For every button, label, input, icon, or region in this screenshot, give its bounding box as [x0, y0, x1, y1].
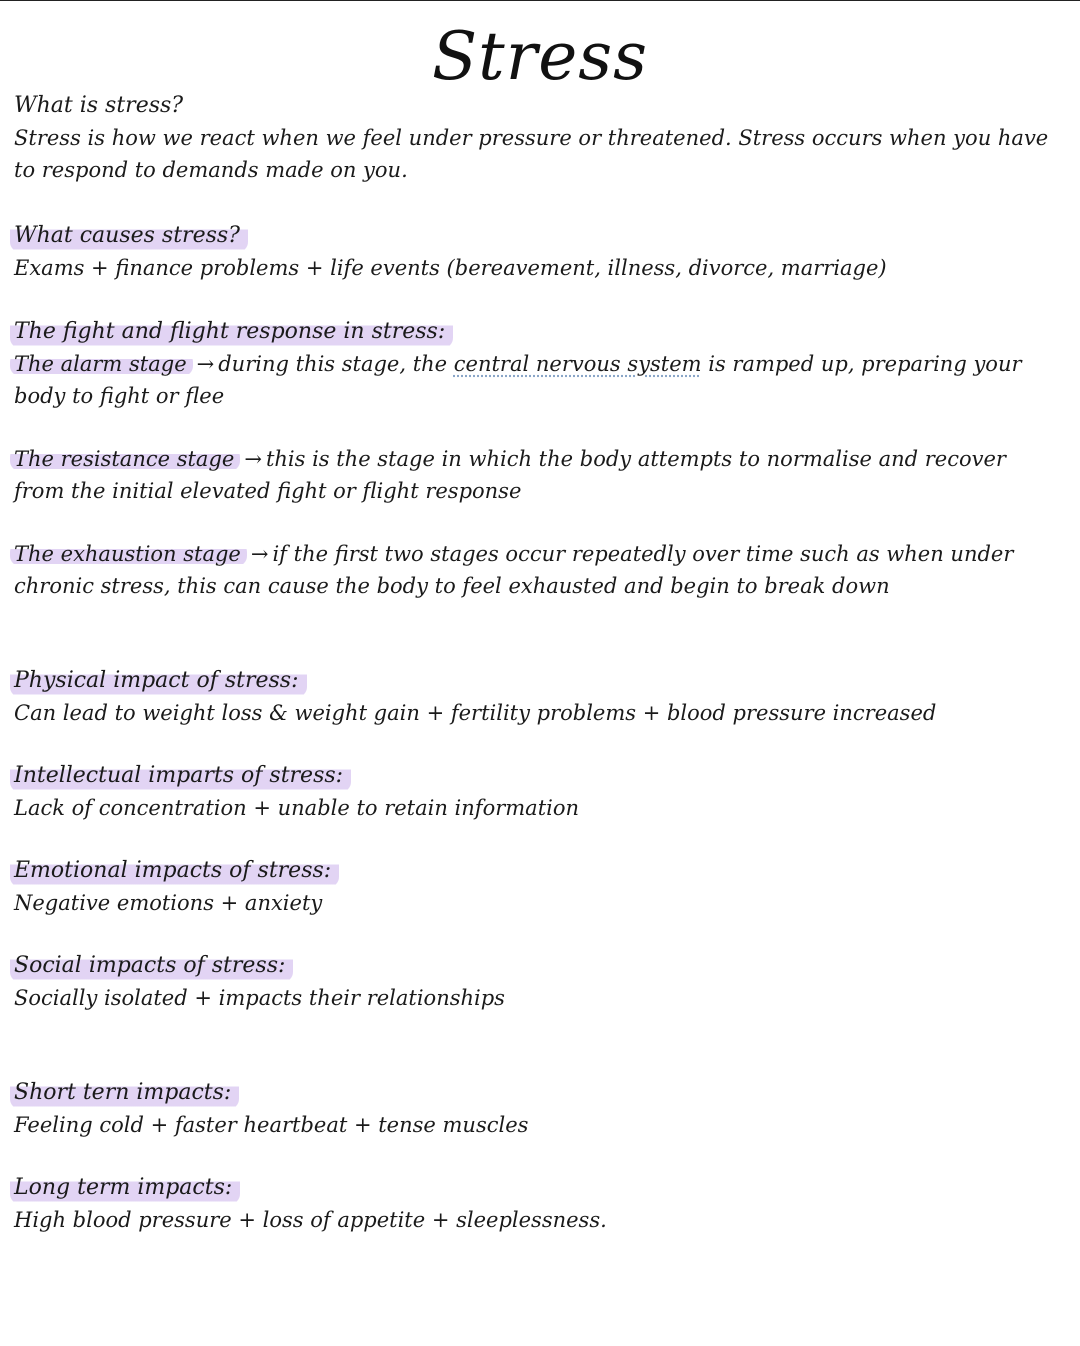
- resistance-stage: [14, 443, 1054, 507]
- section-what-is-stress: [14, 90, 1054, 186]
- section-body: Negative emotions + anxiety: [14, 891, 323, 915]
- section-heading: Emotional impacts of stress:: [10, 855, 339, 887]
- stage-name: The alarm stage: [10, 352, 193, 376]
- section-heading: Intellectual imparts of stress:: [10, 760, 351, 792]
- section-emotional-impact: [14, 855, 1054, 919]
- section-body: Stress is how we react when we feel under pressure or threatened. Stress occurs when you have to respond to demands made on you.: [14, 126, 1049, 182]
- section-body: Socially isolated + impacts their relationships: [14, 986, 505, 1010]
- section-fight-flight-response: [14, 316, 1054, 412]
- section-exhaustion-stage: [14, 538, 1054, 602]
- exhaustion-stage: [14, 538, 1054, 602]
- stage-name: The exhaustion stage: [10, 542, 247, 566]
- stage-text: this is the stage in which the body attempts to normalise and recover from the initial elevated fight or flight response: [14, 447, 1006, 503]
- section-what-causes-stress: [14, 220, 1054, 284]
- section-heading: What is stress?: [14, 93, 184, 118]
- arrow-icon: →: [250, 542, 269, 566]
- section-heading: Social impacts of stress:: [10, 950, 293, 982]
- section-heading: Short tern impacts:: [10, 1077, 239, 1109]
- section-heading: Long term impacts:: [10, 1172, 240, 1204]
- section-long-term-impacts: [14, 1172, 1054, 1236]
- section-heading: Physical impact of stress:: [10, 665, 307, 697]
- page-title: Stress: [431, 18, 649, 95]
- section-short-term-impacts: [14, 1077, 1054, 1141]
- section-resistance-stage: [14, 443, 1054, 507]
- section-heading: What causes stress?: [10, 220, 248, 252]
- section-physical-impact: [14, 665, 1054, 729]
- section-heading: The fight and flight response in stress:: [10, 316, 453, 348]
- section-body: Exams + finance problems + life events (bereavement, illness, divorce, marriage): [14, 256, 887, 280]
- section-social-impact: [14, 950, 1054, 1014]
- stage-text: is ramped up, preparing your body to fight or flee: [14, 352, 1022, 408]
- section-body: High blood pressure + loss of appetite + sleeplessness.: [14, 1208, 607, 1232]
- top-border: [0, 0, 1080, 1]
- alarm-stage: [14, 348, 1054, 412]
- arrow-icon: →: [196, 352, 215, 376]
- section-body: Lack of concentration + unable to retain information: [14, 796, 580, 820]
- arrow-icon: →: [244, 447, 262, 471]
- section-body: Can lead to weight loss & weight gain + fertility problems + blood pressure increased: [14, 701, 937, 725]
- stage-name: The resistance stage: [10, 447, 240, 471]
- section-body: Feeling cold + faster heartbeat + tense muscles: [14, 1113, 529, 1137]
- stage-text-underlined: central nervous system: [453, 352, 702, 376]
- section-intellectual-impact: [14, 760, 1054, 824]
- stage-text: during this stage, the: [218, 352, 454, 376]
- stage-text: if the first two stages occur repeatedly over time such as when under chronic stress, this can cause the body to feel exhausted and begin to break down: [14, 542, 1014, 598]
